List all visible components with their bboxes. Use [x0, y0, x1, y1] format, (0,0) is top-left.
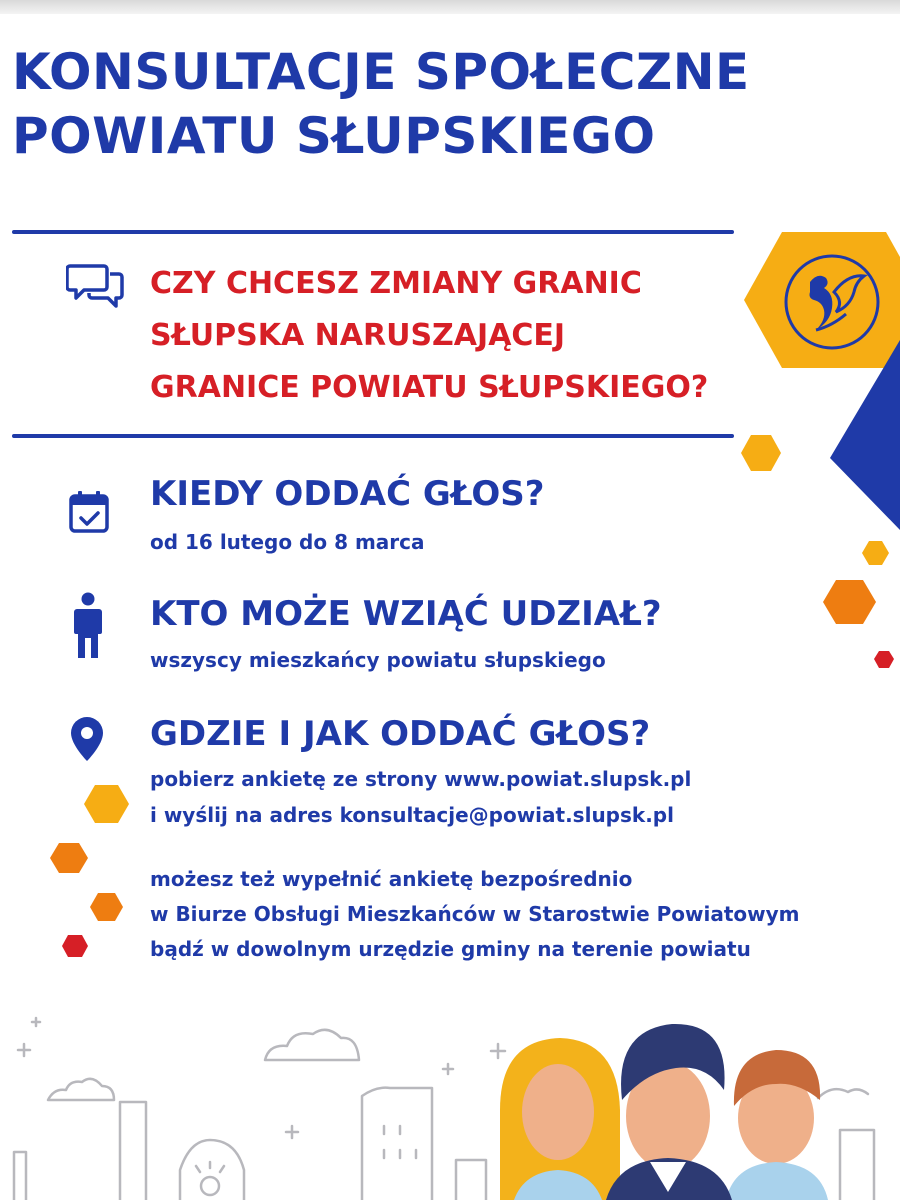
title-line-1: KONSULTACJE SPOŁECZNE: [12, 43, 750, 101]
person-center-figure: [606, 1024, 732, 1200]
where-text-1: pobierz ankietę ze strony www.powiat.slupsk.pl: [150, 767, 692, 791]
person-left-figure: [500, 1038, 620, 1200]
question-line-1: CZY CHCESZ ZMIANY GRANIC: [150, 266, 642, 301]
question-line-3: GRANICE POWIATU SŁUPSKIEGO?: [150, 370, 709, 405]
question-line-2: SŁUPSKA NARUSZAJĄCEJ: [150, 318, 566, 353]
where-text-4: w Biurze Obsługi Mieszkańców w Starostwie Powiatowym: [150, 902, 800, 926]
person-right-figure: [726, 1050, 828, 1200]
where-text-2: i wyślij na adres konsultacje@powiat.slupsk.pl: [150, 803, 674, 827]
when-heading: KIEDY ODDAĆ GŁOS?: [150, 474, 545, 514]
where-heading: GDZIE I JAK ODDAĆ GŁOS?: [150, 714, 651, 754]
where-text-3: możesz też wypełnić ankietę bezpośrednio: [150, 867, 633, 891]
who-text: wszyscy mieszkańcy powiatu słupskiego: [150, 648, 606, 672]
where-text-5: bądź w dowolnym urzędzie gminy na terenie powiatu: [150, 937, 751, 961]
when-text: od 16 lutego do 8 marca: [150, 530, 425, 554]
who-heading: KTO MOŻE WZIĄĆ UDZIAŁ?: [150, 594, 662, 634]
title-line-2: POWIATU SŁUPSKIEGO: [12, 107, 656, 165]
